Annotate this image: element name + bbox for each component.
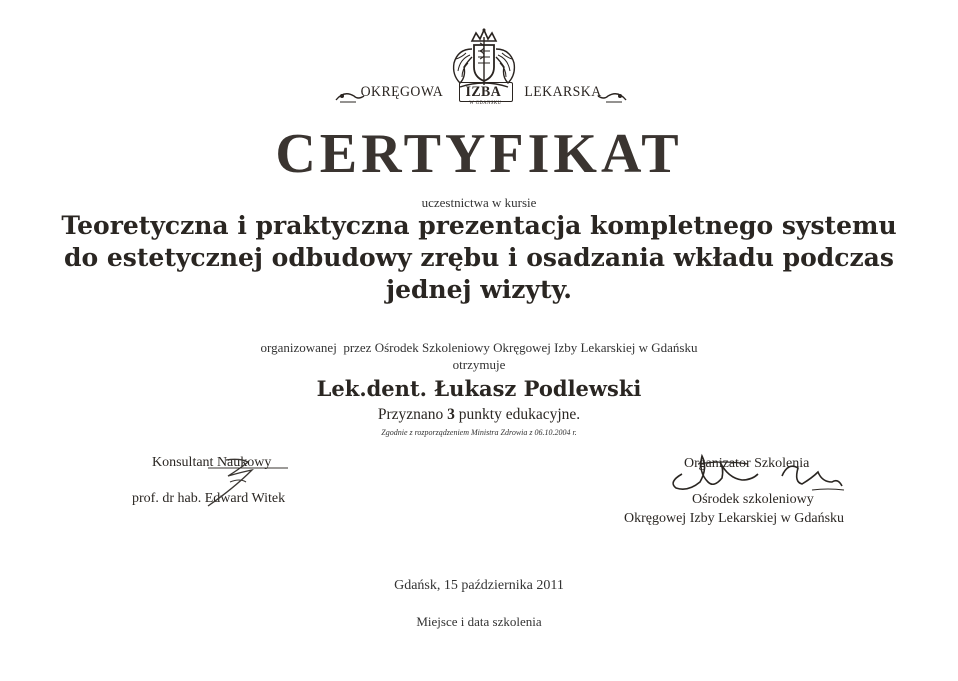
logo-word-left: OKRĘGOWA (360, 84, 444, 100)
points-suffix: punkty edukacyjne. (454, 406, 581, 423)
points-prefix: Przyznano (377, 406, 448, 423)
consultant-signature-icon (168, 448, 288, 518)
points-value: 3 (447, 406, 455, 423)
certificate-subtitle: uczestnictwa w kursie (421, 195, 537, 210)
course-title-line: jednej wizyty. (386, 275, 572, 304)
logo-city-small: W GDAŃSKU (469, 101, 502, 106)
course-title (0, 210, 958, 306)
course-title-line: Teoretyczna i praktyczna prezentacja kompletnego systemu (61, 211, 897, 240)
logo-word-center: IZBA (465, 84, 502, 100)
place-date-label: Miejsce i data szkolenia (416, 614, 542, 629)
regulation-note: Zgodnie z rozporządzeniem Ministra Zdrowia z 06.10.2004 r. (381, 428, 577, 437)
organizer-chamber: Okręgowej Izby Lekarskiej w Gdańsku (624, 511, 845, 526)
consultant-role: Konsultant Naukowy (152, 455, 272, 470)
organizer-unit: Ośrodek szkoleniowy (692, 492, 814, 507)
consultant-name: prof. dr hab. Edward Witek (132, 491, 286, 506)
organizer-line: organizowanej przez Ośrodek Szkoleniowy Okręgowej Izby Lekarskiej w Gdańsku (260, 340, 698, 355)
recipient-name: Lek.dent. Łukasz Podlewski (316, 376, 642, 401)
receives-label: otrzymuje (452, 357, 506, 372)
course-title-line: do estetycznej odbudowy zrębu i osadzania wkładu podczas (64, 243, 894, 272)
place-date: Gdańsk, 15 października 2011 (394, 578, 564, 593)
certificate-title: CERTYFIKAT (275, 123, 683, 185)
organizer-role: Organizator Szkolenia (684, 456, 810, 471)
organizer-signature-icon (662, 438, 862, 508)
points-statement (0, 406, 958, 424)
logo-word-right: LEKARSKA (524, 84, 602, 100)
